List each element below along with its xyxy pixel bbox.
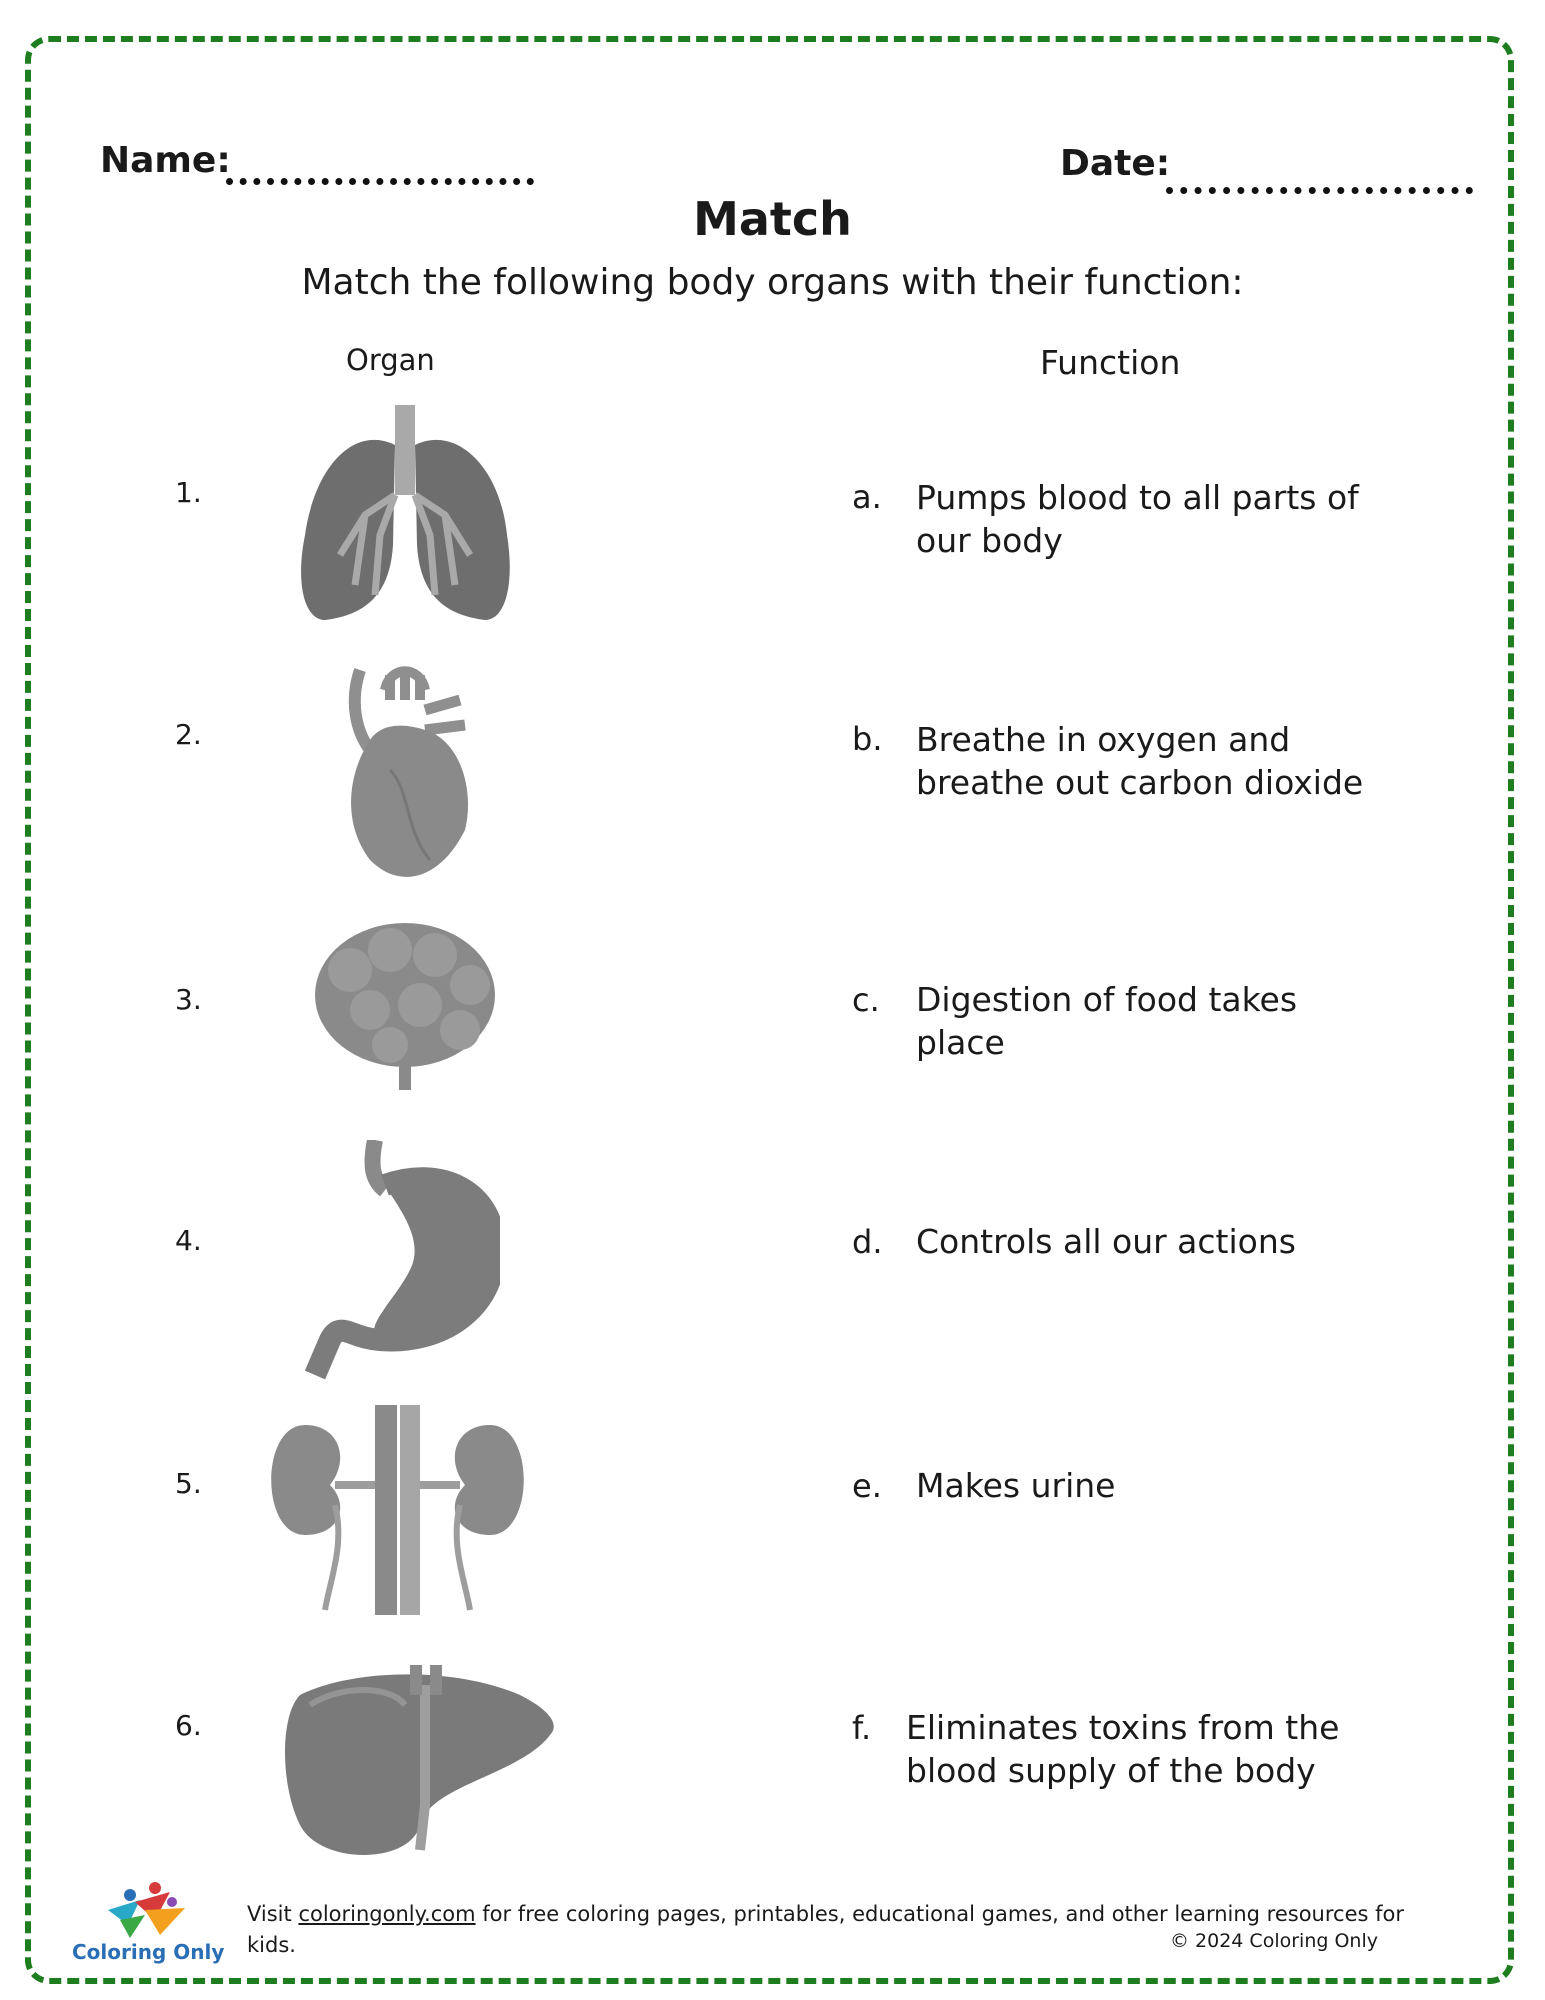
liver-icon — [280, 1665, 560, 1865]
organ-number: 1. — [175, 476, 202, 509]
function-letter: a. — [852, 478, 882, 516]
instruction-text: Match the following body organs with their function: — [301, 262, 1244, 303]
organ-number: 2. — [175, 718, 202, 751]
function-letter: f. — [852, 1709, 872, 1747]
function-text — [916, 978, 1396, 1064]
name-label: Name: — [100, 140, 231, 181]
website-link[interactable]: coloringonly.com — [298, 1902, 476, 1926]
lungs-icon — [295, 405, 515, 625]
heart-icon — [330, 660, 480, 885]
function-text — [906, 1706, 1386, 1792]
column-header-function: Function — [1040, 343, 1181, 382]
function-letter: e. — [852, 1467, 882, 1505]
function-line: blood supply of the body — [906, 1751, 1316, 1790]
function-letter: d. — [852, 1223, 883, 1261]
function-letter: b. — [852, 720, 883, 758]
organ-number: 5. — [175, 1467, 202, 1500]
function-text — [916, 1464, 1396, 1507]
copyright-text: © 2024 Coloring Only — [1170, 1930, 1378, 1952]
organ-number: 3. — [175, 983, 202, 1016]
brand-name: Coloring Only — [72, 1940, 225, 1964]
function-text — [916, 476, 1396, 562]
function-text — [916, 718, 1396, 804]
function-line: Pumps blood to all parts of — [916, 478, 1359, 517]
function-line: Digestion of food takes place — [916, 980, 1298, 1062]
organ-number: 4. — [175, 1224, 202, 1257]
name-line[interactable] — [226, 178, 534, 185]
function-line: Eliminates toxins from the — [906, 1708, 1340, 1747]
function-letter: c. — [852, 981, 880, 1019]
function-line: Makes urine — [916, 1466, 1116, 1505]
function-line: Breathe in oxygen and — [916, 720, 1291, 759]
footer-rest: for free coloring pages, printables, educational games, and other learning resources for kids. — [247, 1902, 1404, 1957]
page-title: Match — [693, 192, 852, 246]
column-header-organ: Organ — [346, 343, 435, 377]
kidneys-icon — [260, 1405, 535, 1615]
function-line: Controls all our actions — [916, 1222, 1296, 1261]
stomach-icon — [300, 1140, 500, 1380]
footer-visit: Visit — [247, 1902, 299, 1926]
brain-icon — [310, 920, 500, 1095]
organ-number: 6. — [175, 1709, 202, 1742]
coloring-only-logo-icon — [100, 1880, 195, 1940]
date-label: Date: — [1060, 143, 1171, 184]
function-line: breathe out carbon dioxide — [916, 763, 1364, 802]
function-text — [916, 1220, 1396, 1263]
function-line: our body — [916, 521, 1063, 560]
